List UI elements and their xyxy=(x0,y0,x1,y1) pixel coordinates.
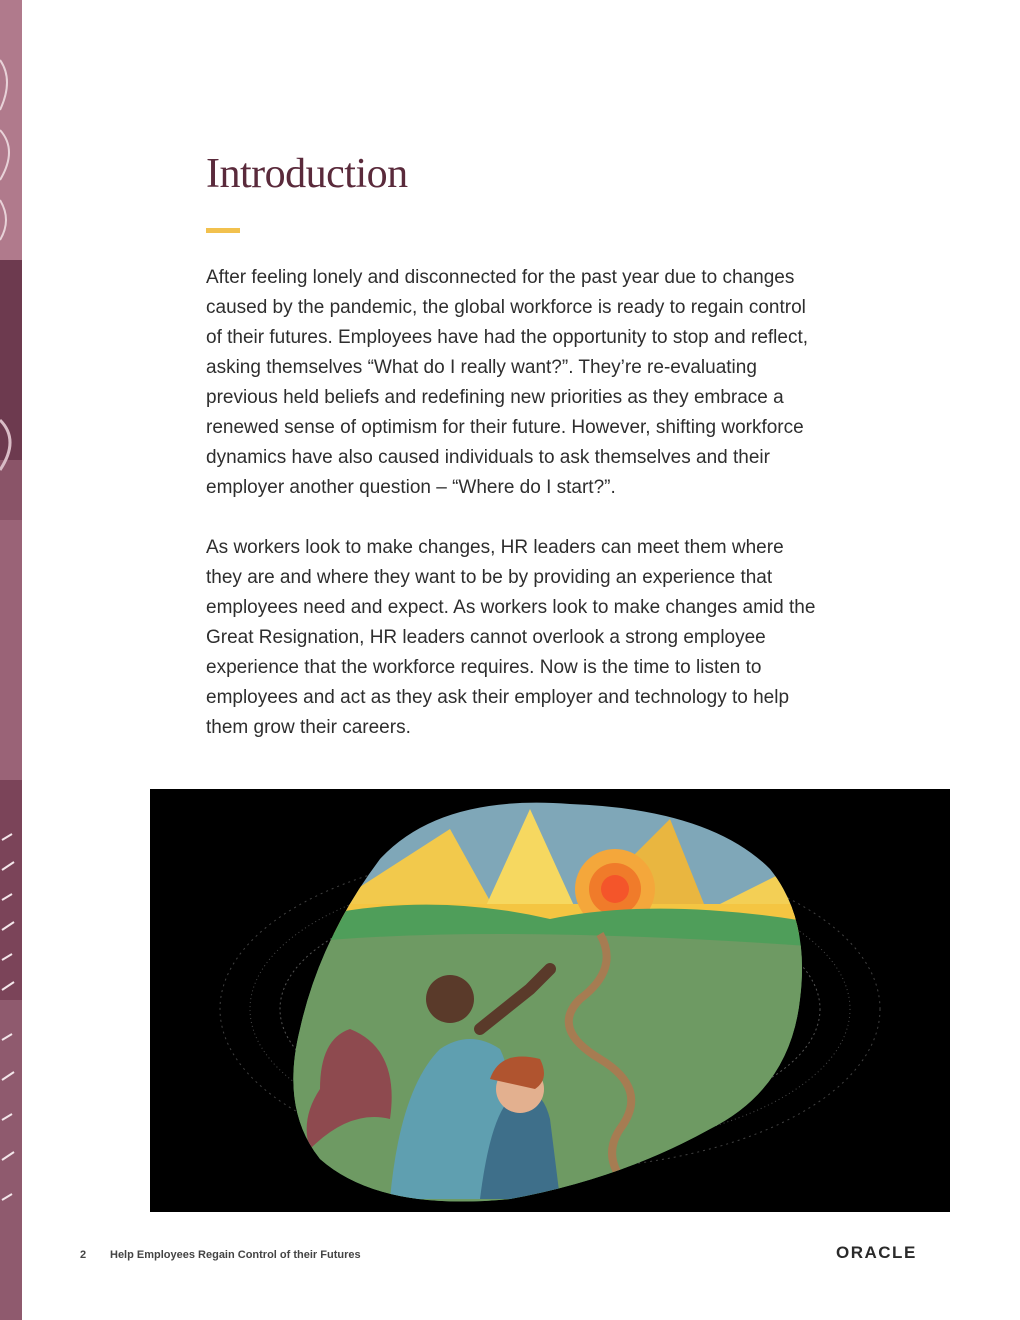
page-title: Introduction xyxy=(206,151,408,197)
footer-document-title: Help Employees Regain Control of their Futures xyxy=(110,1249,361,1261)
oracle-logo: ORACLE xyxy=(836,1243,917,1262)
page-number: 2 xyxy=(80,1249,87,1261)
decorative-side-band xyxy=(0,0,22,1320)
title-accent-rule xyxy=(206,228,240,233)
people-looking-at-sunrise-illustration xyxy=(150,789,950,1212)
body-text xyxy=(206,263,816,773)
paragraph: After feeling lonely and disconnected for the past year due to changes caused by the pandemic, the global workforce is ready to regain control of their futures. Employees have had the opportunity to stop and reflect, asking themselves “What do I really want?”. They’re re-evaluating previous held beliefs and redefining new priorities as they embrace a renewed sense of optimism for their future. However, shifting workforce dynamics have also caused individuals to ask themselves and their employer another question – “Where do I start?”. xyxy=(206,267,809,498)
paragraph: As workers look to make changes, HR leaders can meet them where they are and where they want to be by providing an experience that employees need and expect. As workers look to make changes amid the Great Resignation, HR leaders cannot overlook a strong employee experience that the workforce requires. Now is the time to listen to employees and act as they ask their employer and technology to help them grow their careers. xyxy=(206,537,816,738)
